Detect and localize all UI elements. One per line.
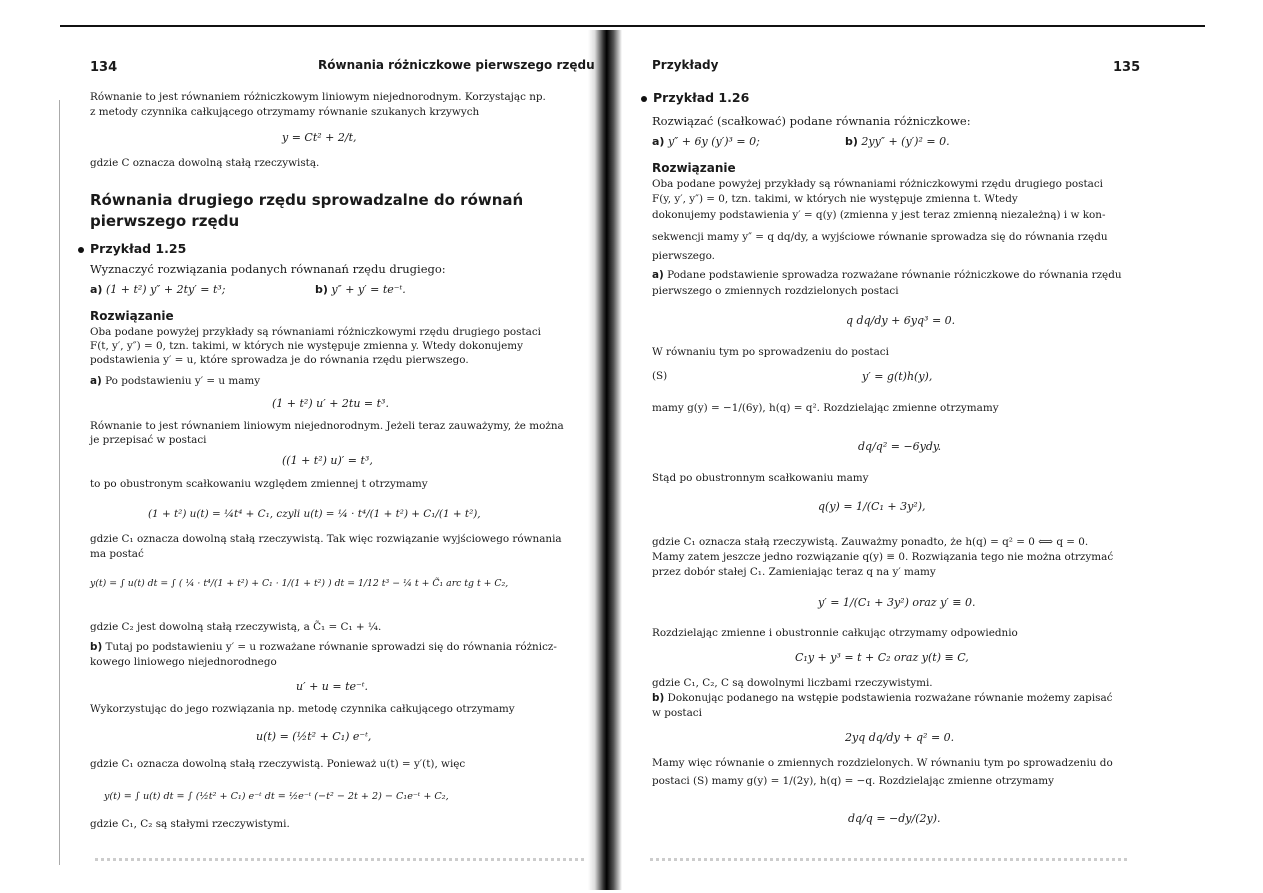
equation: dq/q = −dy/(2y). <box>848 812 941 825</box>
text-line: Oba podane powyżej przykłady są równaniami różniczkowymi rzędu drugiego postaci <box>90 326 541 338</box>
equation: (1 + t²) u(t) = ¼t⁴ + C₁, czyli u(t) = ¼ · t⁴/(1 + t²) + C₁/(1 + t²), <box>148 508 481 520</box>
equation: y = Ct² + 2/t, <box>282 131 357 144</box>
text-line: gdzie C oznacza dowolną stałą rzeczywistą. <box>90 157 320 169</box>
part-b <box>652 692 1113 705</box>
section-title-line: pierwszego rzędu <box>90 212 240 230</box>
text-line: mamy g(y) = −1/(6y), h(q) = q². Rozdzielając zmienne otrzymamy <box>652 402 999 414</box>
part-b <box>90 641 557 654</box>
equation: 2yy″ + (y′)² = 0. <box>861 135 950 148</box>
scan-noise <box>95 858 585 861</box>
task-a <box>90 283 225 296</box>
text-line: to po obustronym scałkowaniu względem zmiennej t otrzymamy <box>90 478 428 490</box>
equation: C₁y + y³ = t + C₂ oraz y(t) ≡ C, <box>795 651 969 664</box>
text-line: Dokonując podanego na wstępie podstawienia rozważane równanie możemy zapisać <box>667 692 1113 704</box>
text-line: gdzie C₁, C₂, C są dowolnymi liczbami rzeczywistymi. <box>652 677 933 689</box>
text-line: Po podstawieniu y′ = u mamy <box>105 375 261 387</box>
text-line: je przepisać w postaci <box>90 434 207 446</box>
text-line: gdzie C₁ oznacza dowolną stałą rzeczywistą. Ponieważ u(t) = y′(t), więc <box>90 758 466 770</box>
text-line: sekwencji mamy y″ = q dq/dy, a wyjściowe równanie sprowadza się do równania rzędu <box>652 231 1108 243</box>
equation: q(y) = 1/(C₁ + 3y²), <box>818 500 926 513</box>
equation: u(t) = (½t² + C₁) e⁻ᵗ, <box>256 730 372 743</box>
scan-noise <box>650 858 1130 861</box>
label-a: a) <box>652 135 665 148</box>
example-title: Przykład 1.25 <box>90 241 187 256</box>
equation: y′ = 1/(C₁ + 3y²) oraz y′ ≡ 0. <box>818 596 976 609</box>
label-a: a) <box>90 375 102 387</box>
text-line: gdzie C₁ oznacza dowolną stałą rzeczywistą. Tak więc rozwiązanie wyjściowego równania <box>90 533 562 545</box>
running-head-left: Równania różniczkowe pierwszego rzędu <box>318 58 595 72</box>
equation: 2yq dq/dy + q² = 0. <box>845 731 955 744</box>
running-head-right: Przykłady <box>652 58 719 72</box>
scan-edge <box>59 100 60 865</box>
label-b: b) <box>315 283 328 296</box>
part-a <box>90 375 260 388</box>
page-number-right: 135 <box>1113 60 1141 75</box>
equation-tag: (S) <box>652 370 668 382</box>
text-line: w postaci <box>652 707 702 719</box>
text-line: Podane podstawienie sprowadza rozważane równanie różniczkowe do równania rzędu <box>667 269 1122 281</box>
text-line: pierwszego. <box>652 250 715 262</box>
section-title-line: Równania drugiego rzędu sprowadzalne do równań <box>90 191 524 209</box>
text-line: W równaniu tym po sprowadzeniu do postaci <box>652 346 889 358</box>
text-line: Mamy zatem jeszcze jedno rozwiązanie q(y) ≡ 0. Rozwiązania tego nie można otrzymać <box>652 551 1114 563</box>
text-line: Tutaj po podstawieniu y′ = u rozważane równanie sprowadzi się do równania różnicz- <box>105 641 557 653</box>
label-a: a) <box>652 269 664 281</box>
text-line: Rozdzielając zmienne i obustronnie całkując otrzymamy odpowiednio <box>652 627 1018 639</box>
equation: y″ + y′ = te⁻ᵗ. <box>331 283 406 296</box>
task-text: Wyznaczyć rozwiązania podanych równanań rzędu drugiego: <box>90 262 446 276</box>
page-number-left: 134 <box>90 60 118 75</box>
book-gutter <box>588 30 622 890</box>
solution-title: Rozwiązanie <box>90 309 174 323</box>
example-title: Przykład 1.26 <box>653 90 750 105</box>
equation: q dq/dy + 6yq³ = 0. <box>846 314 956 327</box>
text-line: Stąd po obustronnym scałkowaniu mamy <box>652 472 869 484</box>
text-line: gdzie C₁, C₂ są stałymi rzeczywistymi. <box>90 818 290 830</box>
solution-title: Rozwiązanie <box>652 161 736 175</box>
part-a <box>652 269 1122 282</box>
text-line: Wykorzystując do jego rozwiązania np. metodę czynnika całkującego otrzymamy <box>90 703 515 715</box>
text-line: gdzie C₂ jest dowolną stałą rzeczywistą, a C̃₁ = C₁ + ¼. <box>90 621 382 633</box>
text-line: F(t, y′, y″) = 0, tzn. takimi, w których nie występuje zmienna y. Wtedy dokonujemy <box>90 340 523 352</box>
equation: u′ + u = te⁻ᵗ. <box>296 680 369 693</box>
text-line: kowego liniowego niejednorodnego <box>90 656 277 668</box>
task-b <box>315 283 406 296</box>
example-heading <box>78 241 186 256</box>
top-rule <box>60 25 1205 27</box>
text-line: postaci (S) mamy g(y) = 1/(2y), h(q) = −q. Rozdzielając zmienne otrzymamy <box>652 775 1054 787</box>
text-line: podstawienia y′ = u, które sprowadza je do równania rzędu pierwszego. <box>90 354 469 366</box>
text-line: pierwszego o zmiennych rozdzielonych postaci <box>652 285 899 297</box>
text-line: Mamy więc równanie o zmiennych rozdzielonych. W równaniu tym po sprowadzeniu do <box>652 757 1113 769</box>
label-b: b) <box>90 641 103 653</box>
equation: y′ = g(t)h(y), <box>862 370 933 383</box>
label-a: a) <box>90 283 103 296</box>
equation: ((1 + t²) u)′ = t³, <box>282 454 373 467</box>
bullet-icon <box>78 247 84 253</box>
bullet-icon <box>641 96 647 102</box>
text-line: Równanie to jest równaniem liniowym niejednorodnym. Jeżeli teraz zauważymy, że można <box>90 420 564 432</box>
text-line: z metody czynnika całkującego otrzymamy równanie szukanych krzywych <box>90 106 480 118</box>
task-text: Rozwiązać (scałkować) podane równania różniczkowe: <box>652 114 971 128</box>
text-line: ma postać <box>90 548 144 560</box>
equation: y(t) = ∫ u(t) dt = ∫ ( ¼ · t⁴/(1 + t²) + C₁ · 1/(1 + t²) ) dt = 1/12 t³ − ¼ t + C̃₁ arc tg t + C₂, <box>90 578 509 589</box>
text-line: F(y, y′, y″) = 0, tzn. takimi, w których nie występuje zmienna t. Wtedy <box>652 193 1018 205</box>
task-a <box>652 135 760 148</box>
equation: (1 + t²) u′ + 2tu = t³. <box>272 397 389 410</box>
equation: y(t) = ∫ u(t) dt = ∫ (½t² + C₁) e⁻ᵗ dt = ½e⁻ᵗ (−t² − 2t + 2) − C₁e⁻ᵗ + C₂, <box>104 791 449 802</box>
equation: (1 + t²) y″ + 2ty′ = t³; <box>105 283 226 296</box>
text-line: gdzie C₁ oznacza stałą rzeczywistą. Zauważmy ponadto, że h(q) = q² = 0 ⟺ q = 0. <box>652 536 1089 548</box>
text-line: Oba podane powyżej przykłady są równaniami różniczkowymi rzędu drugiego postaci <box>652 178 1103 190</box>
equation: dq/q² = −6ydy. <box>858 440 942 453</box>
text-line: Równanie to jest równaniem różniczkowym liniowym niejednorodnym. Korzystając np. <box>90 91 546 103</box>
text-line: dokonujemy podstawienia y′ = q(y) (zmienna y jest teraz zmienną niezależną) i w kon- <box>652 209 1106 221</box>
label-b: b) <box>845 135 858 148</box>
task-b <box>845 135 950 148</box>
example-heading <box>641 90 749 105</box>
text-line: przez dobór stałej C₁. Zamieniając teraz q na y′ mamy <box>652 566 936 578</box>
label-b: b) <box>652 692 665 704</box>
section-title <box>90 190 523 232</box>
equation: y″ + 6y (y′)³ = 0; <box>667 135 760 148</box>
